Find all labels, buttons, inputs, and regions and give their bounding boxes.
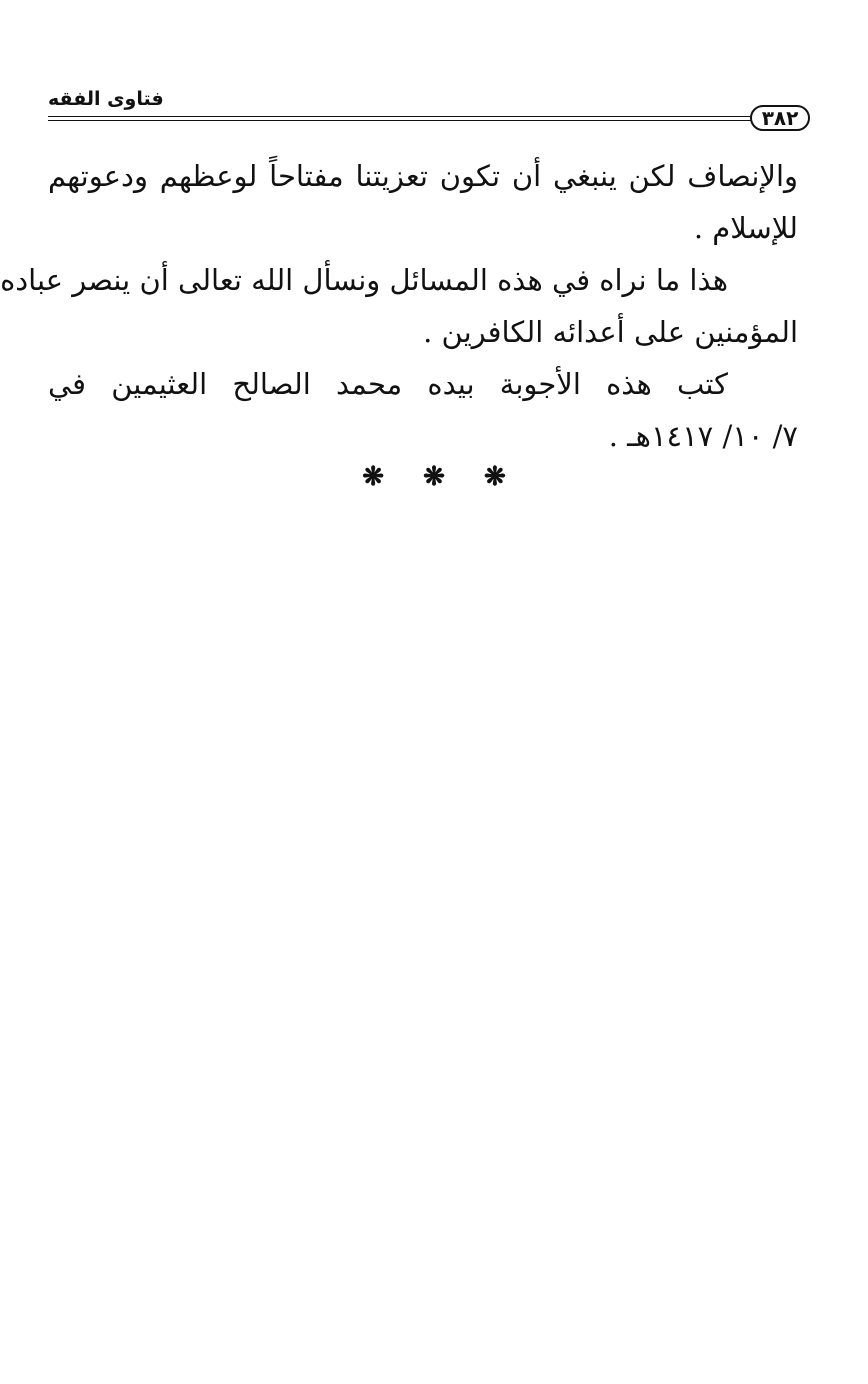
paragraph-signature	[48, 358, 798, 462]
text-line: للإسلام .	[693, 211, 798, 245]
page-header	[48, 88, 810, 136]
text-line: المؤمنين على أعدائه الكافرين .	[423, 315, 798, 349]
text-line: والإنصاف لكن ينبغي أن تكون تعزيتنا مفتاحاً لوعظهم ودعوتهم	[48, 159, 798, 193]
date-line: ٧/ ١٠/ ١٤١٧هـ .	[608, 419, 798, 453]
page-number-badge: ٣٨٢	[750, 105, 810, 131]
paragraph-condolence	[48, 150, 798, 254]
paragraph-conclusion	[0, 254, 798, 358]
header-rule	[48, 116, 752, 121]
running-title: فتاوى الفقه	[48, 88, 164, 110]
text-line: هذا ما نراه في هذه المسائل ونسأل الله تعالى أن ينصر عباده	[0, 263, 728, 297]
body-text	[0, 150, 798, 462]
section-separator: ❋ ❋ ❋	[362, 462, 506, 492]
text-line: كتب هذه الأجوبة بيده محمد الصالح العثيمين في	[48, 367, 728, 401]
